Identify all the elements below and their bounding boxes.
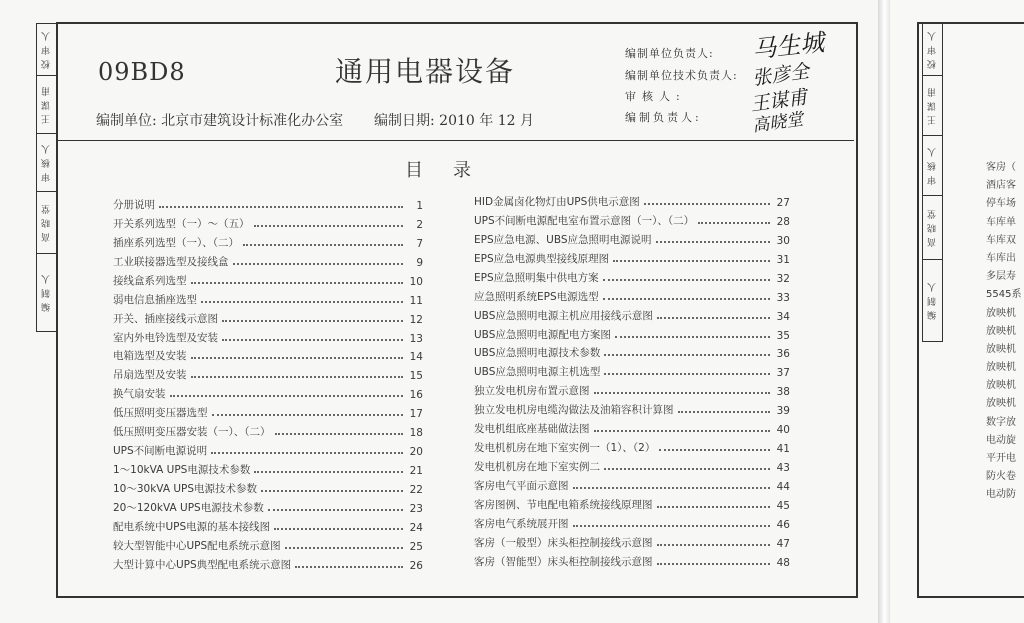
toc-leader-dots — [233, 263, 404, 265]
toc-entry — [113, 420, 423, 439]
toc-entry-label: 弱电信息插座选型 — [113, 293, 197, 306]
toc-entry-page: 1 — [416, 199, 423, 212]
toc-entry-page: 13 — [409, 332, 423, 345]
toc-leader-dots — [659, 449, 770, 451]
toc-entry-label: 开关、插座接线示意图 — [113, 312, 218, 325]
toc-leader-dots — [644, 203, 770, 205]
strip-cell-reviewer: 校 审 人 — [37, 24, 56, 76]
toc-entry-page: 14 — [409, 351, 423, 364]
toc-entry-page: 11 — [409, 294, 423, 307]
compile-unit: 编制单位: 北京市建筑设计标准化办公室 — [96, 113, 344, 129]
toc-entry-label: 较大型智能中心UPS配电系统示意图 — [113, 539, 281, 552]
toc-leader-dots — [295, 566, 403, 568]
toc-entry — [474, 455, 790, 474]
next-page-toc-fragment: 放映机 — [986, 325, 1016, 337]
toc-leader-dots — [603, 298, 770, 300]
toc-entry-page: 34 — [776, 310, 790, 323]
toc-entry — [474, 266, 790, 285]
toc-entry-page: 46 — [776, 518, 790, 531]
toc-leader-dots — [243, 244, 403, 246]
strip-cell-checker-sign: 高 晓 堂 — [37, 192, 56, 254]
next-page-toc-fragment: 车库单 — [986, 216, 1016, 228]
toc-leader-dots — [603, 279, 770, 281]
toc-entry-label: 应急照明系统EPS电源选型 — [474, 290, 599, 303]
toc-leader-dots — [657, 544, 771, 546]
document-code: 09BD8 — [98, 58, 186, 86]
toc-leader-dots — [656, 241, 771, 243]
toc-entry — [113, 363, 423, 382]
toc-entry — [474, 493, 790, 512]
toc-entry-label: 发电机机房在地下室实例二 — [474, 461, 600, 474]
toc-entry-page: 39 — [776, 405, 790, 418]
toc-leader-dots — [274, 528, 403, 530]
toc-entry — [113, 326, 423, 345]
next-page-toc-fragment: 电动防 — [986, 489, 1016, 501]
toc-entry-page: 43 — [776, 462, 790, 475]
document-title: 通用电器设备 — [335, 55, 516, 88]
role-unit-head: 编制单位负责人: — [625, 47, 714, 60]
toc-entry-label: 低压照明变压器安装（一）、（二） — [113, 426, 271, 439]
toc-entry-page: 9 — [416, 256, 423, 269]
next-page-toc-fragment: 放映机 — [986, 343, 1016, 355]
next-page-toc-fragment: 停车场 — [986, 198, 1016, 210]
toc-entry-label: 独立发电机房电缆沟做法及油箱容积计算图 — [474, 404, 674, 417]
toc-entry-page: 24 — [409, 521, 423, 534]
toc-entry — [113, 496, 423, 515]
next-page-toc-fragment: 车库双 — [986, 234, 1016, 246]
toc-entry-label: 10～30kVA UPS电源技术参数 — [113, 483, 258, 495]
toc-entry-page: 25 — [409, 540, 423, 553]
toc-entry — [113, 269, 423, 288]
toc-leader-dots — [212, 414, 404, 416]
toc-leader-dots — [222, 339, 403, 341]
role-compiler: 编制负责人: — [625, 111, 702, 124]
toc-entry — [113, 477, 423, 496]
side-signature-strip — [36, 23, 57, 332]
toc-leader-dots — [254, 471, 403, 473]
toc-leader-dots — [191, 376, 404, 378]
toc-leader-dots — [657, 563, 771, 565]
toc-entry-page: 20 — [409, 446, 423, 459]
toc-leader-dots — [201, 301, 403, 303]
next-page-toc-fragment: 数字放 — [986, 416, 1016, 428]
role-tech-head: 编制单位技术负责人: — [625, 69, 738, 82]
toc-entry-page: 22 — [409, 484, 423, 496]
toc-entry-label: 电箱选型及安装 — [113, 350, 187, 363]
toc-entry-label: 客房图例、节电配电箱系统接线原理图 — [474, 498, 653, 511]
toc-entry-page: 23 — [409, 502, 423, 515]
toc-entry — [113, 458, 423, 477]
toc-entry — [113, 193, 423, 212]
toc-entry — [474, 474, 790, 493]
signature-unit-head: 马生城 — [750, 28, 826, 64]
toc-leader-dots — [698, 222, 770, 224]
header-divider — [57, 140, 854, 141]
toc-entry-page: 36 — [776, 348, 790, 361]
page-gutter — [878, 0, 890, 623]
toc-entry-label: 室内外电铃选型及安装 — [113, 331, 218, 344]
toc-entry-page: 35 — [776, 329, 790, 342]
toc-leader-dots — [594, 430, 771, 432]
toc-entry — [474, 285, 790, 304]
toc-entry-label: UPS不间断电源配电室布置示意图（一）、（二） — [474, 214, 695, 227]
next-page-toc-fragment: 客房（ — [986, 162, 1016, 173]
toc-entry — [113, 534, 423, 553]
toc-entry-page: 38 — [776, 386, 790, 399]
toc-entry-page: 2 — [416, 218, 423, 231]
toc-entry-page: 26 — [409, 559, 423, 572]
next-page-toc-fragments — [986, 158, 1024, 504]
toc-entry-label: 配电系统中UPS电源的基本接线图 — [113, 520, 271, 533]
toc-entry-page: 15 — [409, 370, 423, 383]
toc-leader-dots — [604, 468, 770, 470]
signature-reviewer: 王谋甫 — [748, 86, 809, 116]
next-page-toc-fragment: 放映机 — [986, 307, 1016, 319]
toc-entry-label: 发电机组底座基础做法图 — [474, 423, 590, 436]
next-page-toc-fragment: 平开电 — [986, 453, 1016, 464]
toc-leader-dots — [222, 320, 403, 322]
toc-entry-label: UBS应急照明电源配电方案图 — [474, 328, 611, 341]
toc-entry-label: UBS应急照明电源主机应用接线示意图 — [474, 309, 653, 322]
toc-leader-dots — [254, 225, 404, 227]
toc-entry-label: 1～10kVA UPS电源技术参数 — [113, 464, 251, 477]
toc-entry-label: 客房（一般型）床头柜控制接线示意图 — [474, 536, 653, 549]
toc-entry-page: 31 — [776, 253, 790, 266]
toc-leader-dots — [678, 411, 771, 413]
toc-entry-label: EPS应急照明集中供电方案 — [474, 271, 599, 284]
toc-entry-page: 44 — [776, 481, 790, 493]
toc-entry-label: HID金属卤化物灯由UPS供电示意图 — [474, 195, 640, 208]
toc-entry — [474, 379, 790, 398]
toc-leader-dots — [268, 509, 403, 511]
toc-entry — [113, 382, 423, 401]
toc-entry — [113, 553, 423, 572]
toc-entry — [113, 212, 423, 231]
signature-compiler: 高晓堂 — [751, 109, 805, 137]
toc-right-column — [474, 190, 790, 569]
toc-entry-page: 21 — [409, 465, 423, 478]
toc-entry — [474, 512, 790, 531]
toc-entry — [474, 228, 790, 247]
toc-entry — [113, 250, 423, 269]
toc-entry-page: 18 — [409, 427, 423, 440]
toc-entry — [474, 304, 790, 323]
toc-entry-page: 10 — [409, 275, 423, 288]
toc-leader-dots — [604, 354, 770, 356]
strip-cell-checker: 审 核 人 — [923, 136, 942, 196]
toc-leader-dots — [170, 395, 404, 397]
toc-entry-page: 16 — [409, 389, 423, 402]
toc-left-column — [113, 193, 423, 572]
toc-entry-page: 41 — [776, 443, 790, 456]
toc-entry — [113, 288, 423, 307]
toc-entry-page: 17 — [409, 408, 423, 421]
next-page-toc-fragment: 电动旋 — [986, 434, 1016, 446]
toc-entry — [474, 398, 790, 417]
toc-entry-label: 开关系列选型（一）～（五） — [113, 217, 250, 230]
toc-entry-page: 47 — [776, 537, 790, 550]
toc-entry-label: 客房电气系统展开图 — [474, 517, 569, 530]
toc-entry-label: EPS应急电源、UBS应急照明电源说明 — [474, 233, 652, 246]
strip-cell-checker-sign: 高 晓 堂 — [923, 196, 942, 260]
toc-entry-page: 33 — [776, 291, 790, 304]
toc-entry — [474, 417, 790, 436]
toc-entry-label: 吊扇选型及安装 — [113, 369, 187, 382]
toc-leader-dots — [604, 373, 770, 375]
toc-entry-label: 接线盒系列选型 — [113, 274, 187, 287]
toc-entry-page: 27 — [776, 196, 790, 209]
strip-cell-compiler: 编 制 人 — [928, 281, 938, 320]
toc-leader-dots — [573, 487, 771, 489]
toc-entry-page: 30 — [776, 234, 790, 247]
toc-entry-label: 独立发电机房布置示意图 — [474, 385, 590, 398]
toc-entry-label: UPS不间断电源说明 — [113, 445, 208, 458]
toc-entry — [474, 247, 790, 266]
toc-leader-dots — [657, 317, 770, 319]
toc-leader-dots — [594, 392, 771, 394]
strip-cell-reviewer: 校 审 人 — [923, 24, 942, 76]
toc-entry-label: 分册说明 — [113, 198, 155, 211]
toc-entry — [113, 345, 423, 364]
toc-leader-dots — [285, 547, 403, 549]
toc-leader-dots — [211, 452, 403, 454]
toc-entry-label: 客房电气平面示意图 — [474, 480, 569, 492]
toc-entry — [474, 190, 790, 209]
toc-entry-page: 48 — [776, 556, 790, 569]
next-page-toc-fragment: 防火卷 — [986, 471, 1016, 483]
toc-title: 目录 — [405, 160, 501, 181]
toc-entry — [113, 231, 423, 250]
compile-date: 编制日期: 2010 年 12 月 — [374, 113, 534, 129]
next-page-toc-fragment: 放映机 — [986, 362, 1016, 374]
toc-entry-page: 45 — [776, 499, 790, 512]
strip-cell-checker: 审 核 人 — [37, 134, 56, 192]
strip-cell-compiler: 编 制 人 — [42, 273, 52, 312]
toc-entry-page: 12 — [409, 313, 423, 326]
toc-entry — [474, 209, 790, 228]
toc-entry — [474, 436, 790, 455]
toc-entry-label: EPS应急电源典型接线原理图 — [474, 252, 610, 265]
toc-leader-dots — [275, 433, 404, 435]
next-page-signature-strip — [922, 23, 943, 342]
toc-entry-page: 32 — [776, 272, 790, 285]
next-page-toc-fragment: 放映机 — [986, 398, 1016, 410]
toc-entry-label: 低压照明变压器选型 — [113, 407, 208, 420]
toc-entry-page: 40 — [776, 424, 790, 437]
strip-cell-reviewer-sign: 王 谋 甫 — [37, 76, 56, 134]
toc-entry — [113, 307, 423, 326]
toc-entry-label: UBS应急照明电源主机选型 — [474, 366, 601, 379]
next-page-toc-fragment: 酒店客 — [986, 180, 1016, 192]
next-page-toc-fragment: 车库出 — [986, 252, 1016, 264]
toc-entry-label: 发电机机房在地下室实例一（1）、（2） — [474, 442, 656, 455]
toc-entry-label: 工业联接器选型及接线盒 — [113, 255, 229, 268]
toc-entry-page: 28 — [776, 215, 790, 228]
toc-leader-dots — [191, 357, 404, 359]
toc-leader-dots — [261, 490, 403, 492]
toc-entry-label: 换气扇安装 — [113, 388, 166, 401]
toc-entry — [113, 439, 423, 458]
toc-leader-dots — [573, 525, 771, 527]
toc-entry — [113, 515, 423, 534]
toc-leader-dots — [615, 336, 770, 338]
next-page-toc-fragment: 放映机 — [986, 380, 1016, 392]
role-reviewer: 审核人: — [625, 90, 686, 103]
toc-leader-dots — [613, 260, 770, 262]
toc-leader-dots — [159, 206, 403, 208]
strip-cell-reviewer-sign: 王 谋 甫 — [923, 76, 942, 136]
toc-leader-dots — [657, 506, 771, 508]
toc-entry — [474, 550, 790, 569]
toc-entry-label: 大型计算中心UPS典型配电系统示意图 — [113, 558, 292, 571]
toc-entry — [474, 342, 790, 361]
toc-entry-label: 客房（智能型）床头柜控制接线示意图 — [474, 555, 653, 568]
toc-entry-label: 插座系列选型（一）、（二） — [113, 236, 239, 249]
toc-entry-label: UBS应急照明电源技术参数 — [474, 347, 601, 360]
toc-entry-page: 7 — [416, 237, 423, 250]
signature-tech-head: 张彦全 — [750, 60, 811, 90]
toc-entry-label: 20～120kVA UPS电源技术参数 — [113, 501, 264, 514]
next-page-toc-fragment: 5545系 — [986, 289, 1022, 301]
toc-entry-page: 37 — [776, 367, 790, 380]
toc-entry — [474, 531, 790, 550]
next-page-toc-fragment: 多层寿 — [986, 271, 1016, 283]
toc-entry — [474, 360, 790, 379]
toc-leader-dots — [191, 282, 404, 284]
toc-entry — [474, 323, 790, 342]
toc-entry — [113, 401, 423, 420]
